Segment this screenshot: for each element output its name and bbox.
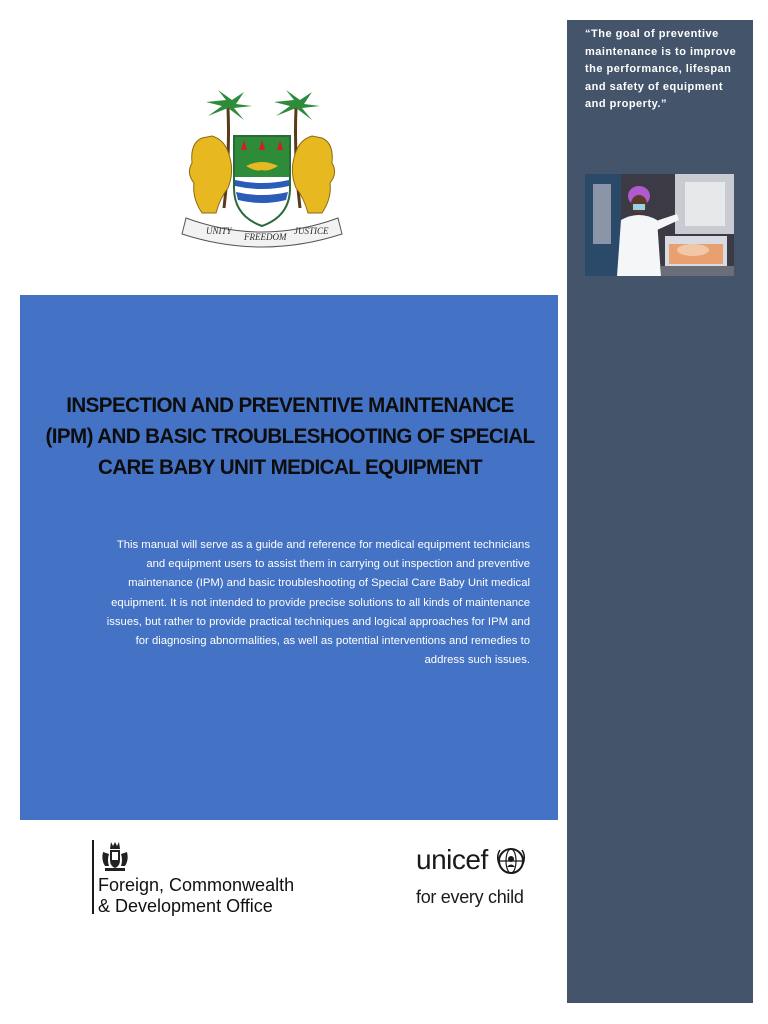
nurse-with-infant-photo-icon	[585, 174, 734, 276]
document-description: This manual will serve as a guide and reference for medical equipment technicians and equipment users to assist them in carrying out inspection and preventive maintenance (IPM) and basic troubleshooting of Special Care Baby Unit medical equipment. It is not intended to provide precise solutions to all kinds of maintenance issues, but rather to provide practical techniques and logical approaches for IPM and for diagnosing abnormalities, as well as potential interventions and remedies to address such issues.	[106, 539, 530, 667]
fcdo-name-line2: & Development Office	[98, 896, 273, 916]
unicef-tagline: for every child	[416, 887, 524, 907]
motto-word: FREEDOM	[244, 232, 287, 242]
quote-text: “The goal of preventive maintenance is to improve the performance, lifespan and safety of equipment and property.”	[585, 28, 737, 110]
royal-crest-icon	[99, 840, 131, 872]
motto-word: JUSTICE	[294, 226, 329, 236]
motto-word: UNITY	[206, 226, 232, 236]
quote-sidebar	[567, 20, 753, 1003]
unicef-logo	[414, 843, 564, 913]
title-banner	[20, 295, 558, 820]
fcdo-divider	[92, 840, 94, 914]
document-title: INSPECTION AND PREVENTIVE MAINTENANCE (IPM) AND BASIC TROUBLESHOOTING OF SPECIAL CARE BABY UNIT MEDICAL EQUIPMENT	[45, 394, 535, 479]
fcdo-name-line1: Foreign, Commonwealth	[98, 875, 295, 895]
fcdo-logo	[92, 840, 322, 920]
coat-of-arms	[172, 88, 352, 248]
sierra-leone-coat-of-arms-icon	[172, 88, 352, 248]
unicef-wordmark: unicef	[416, 844, 488, 875]
nurse-with-infant-photo	[585, 174, 734, 276]
unicef-globe-icon	[496, 846, 526, 876]
